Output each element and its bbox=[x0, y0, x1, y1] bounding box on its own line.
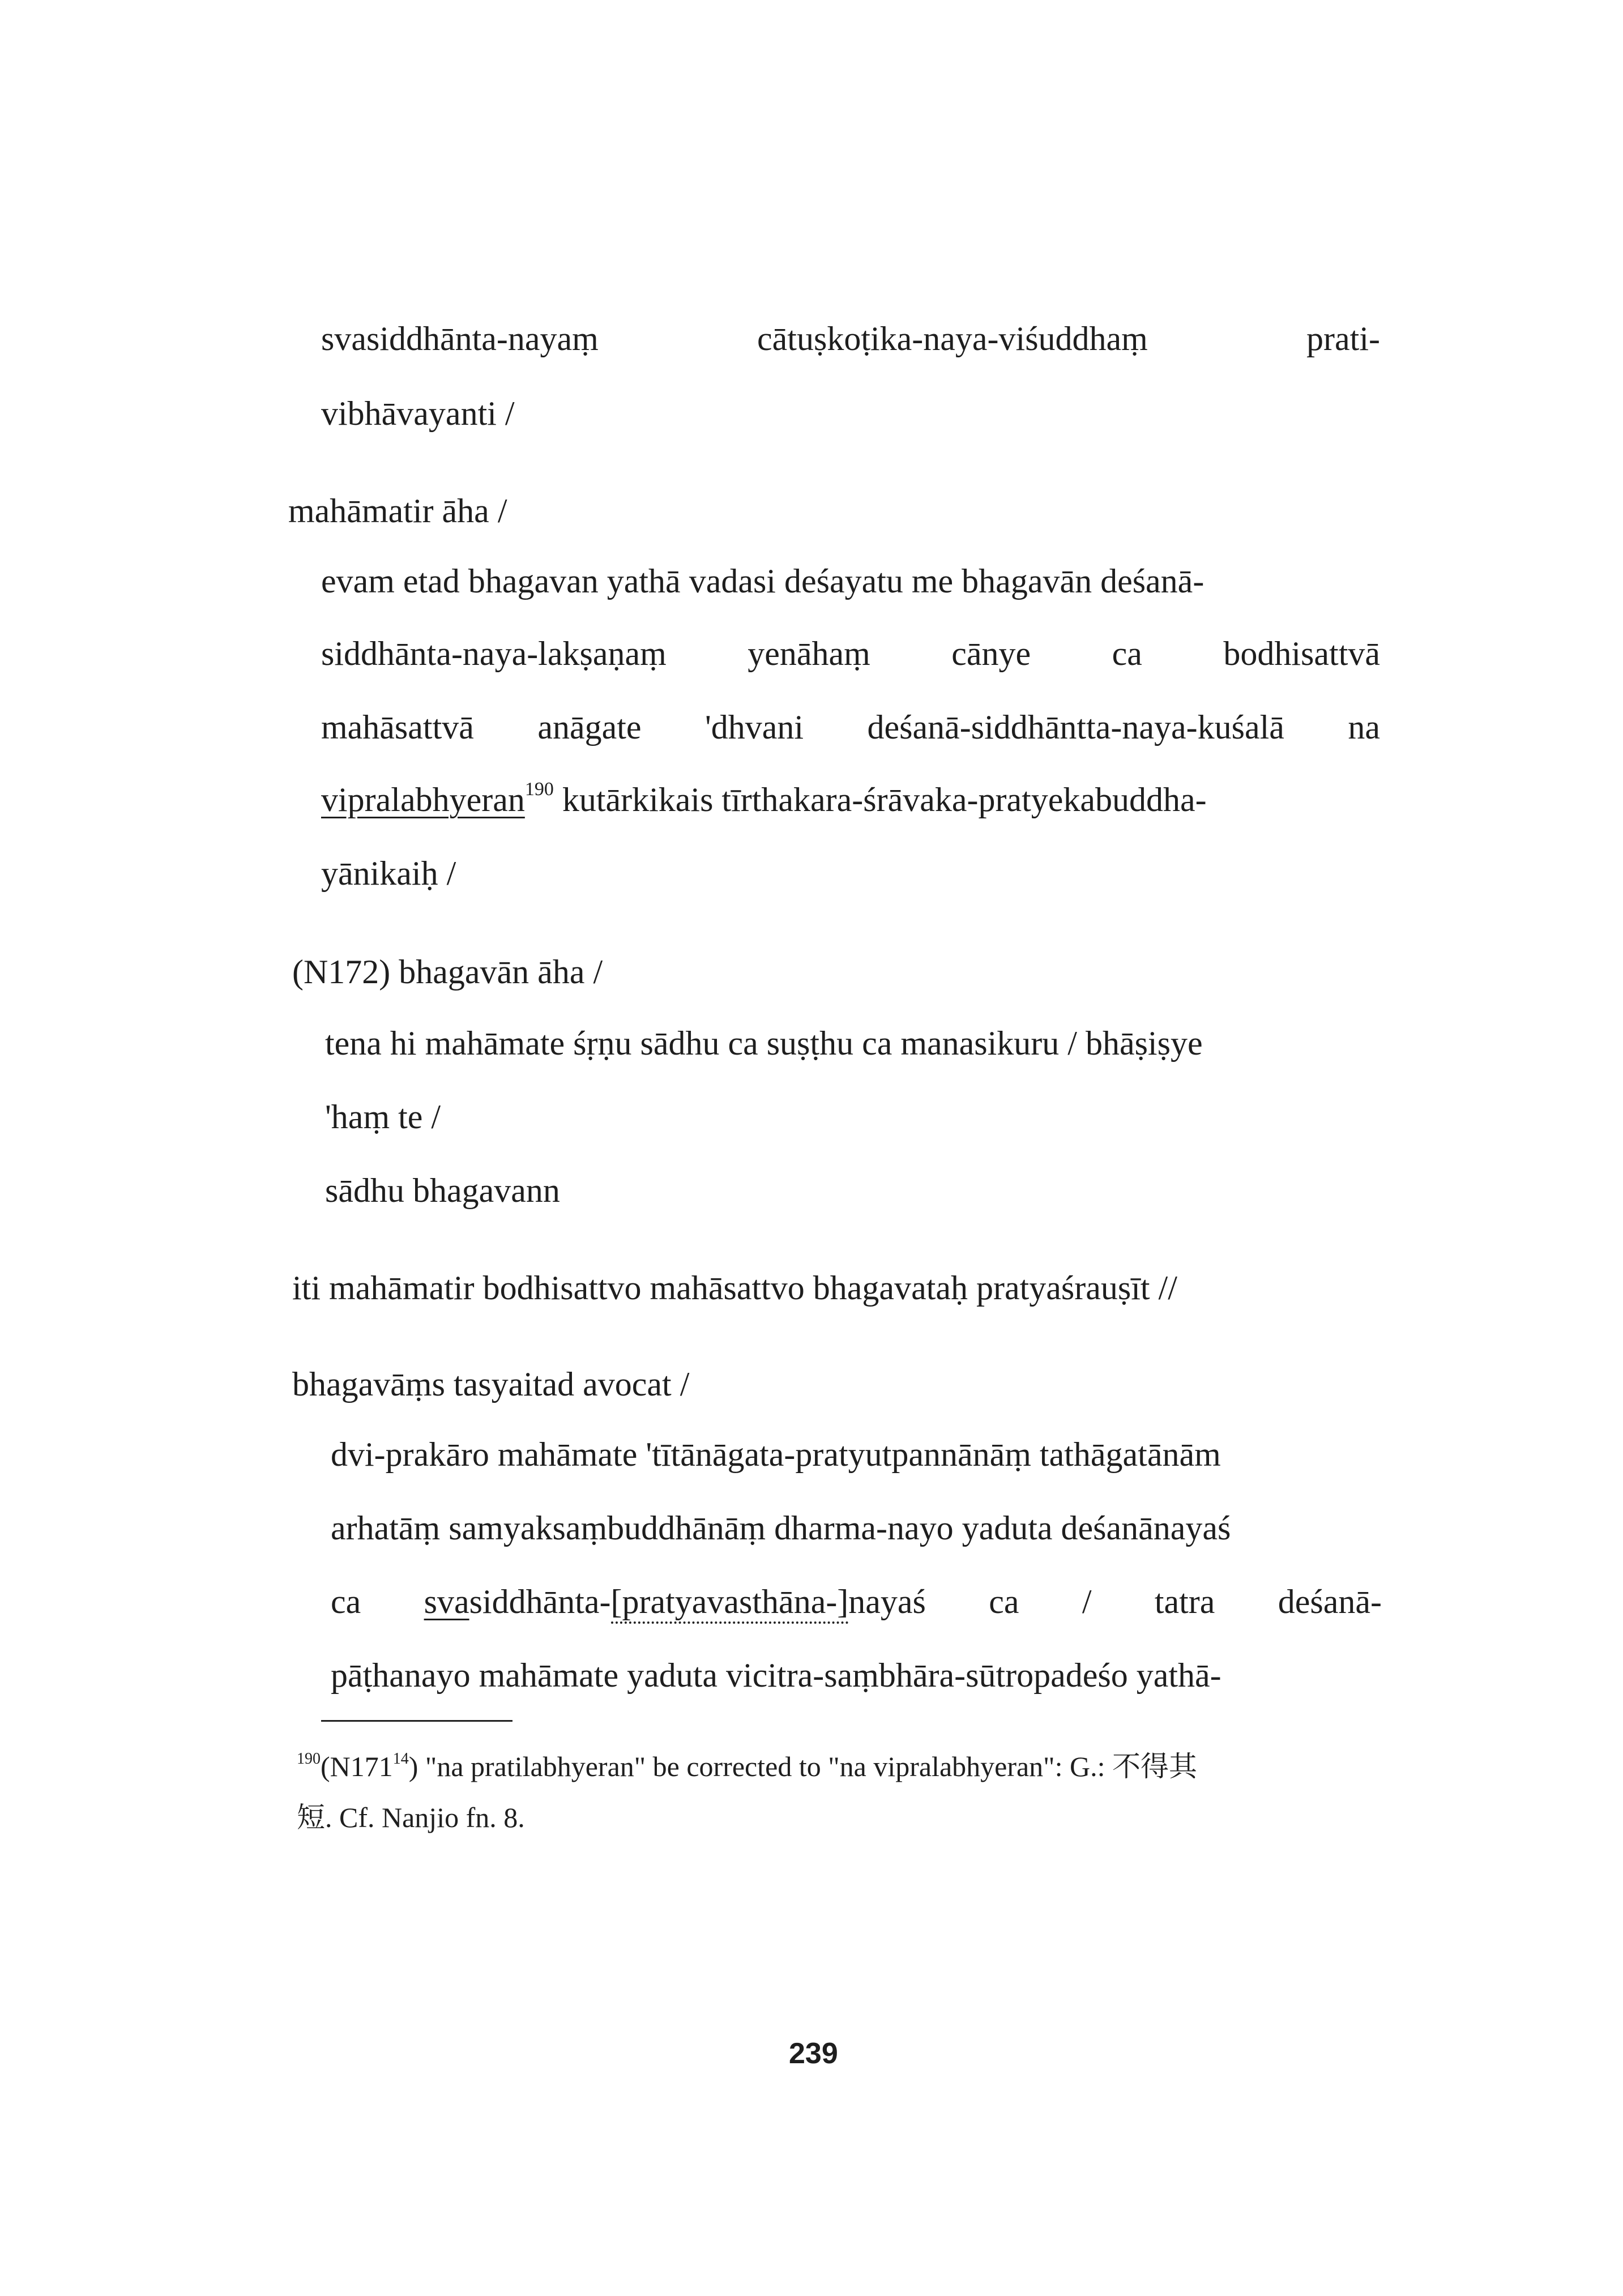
word: mahāsattvā bbox=[321, 709, 474, 746]
text-line-12: sādhu bhagavann bbox=[325, 1172, 560, 1209]
speaker-line: (N172) bhagavān āha / bbox=[292, 953, 603, 991]
word: prati- bbox=[1306, 320, 1380, 357]
footnote-ref: (N171 bbox=[321, 1751, 393, 1782]
word: deśanā-siddhāntta-naya-kuśalā bbox=[867, 709, 1284, 746]
word: kutārkikais tīrthakara-śrāvaka-pratyekabuddha- bbox=[562, 781, 1207, 818]
text-line-5 bbox=[321, 637, 1380, 671]
text-line-2: vibhāvayanti / bbox=[321, 395, 515, 432]
page-number: 239 bbox=[789, 2037, 838, 2070]
word: anāgate bbox=[537, 709, 642, 746]
word: ca bbox=[331, 1583, 361, 1620]
underlined-word: vipralabhyeran bbox=[321, 781, 525, 818]
footnote-number: 190 bbox=[297, 1750, 321, 1768]
word: cātuṣkoṭika-naya-viśuddhaṃ bbox=[757, 320, 1148, 357]
word: yenāhaṃ bbox=[748, 635, 870, 672]
text-line-7 bbox=[321, 779, 1207, 818]
word: na bbox=[1348, 709, 1380, 746]
word: ca bbox=[1112, 635, 1142, 672]
footnote bbox=[297, 1752, 1197, 1781]
text-line-6 bbox=[321, 710, 1380, 744]
text-line-11: 'haṃ te / bbox=[325, 1098, 441, 1136]
word: svasiddhānta-nayaṃ bbox=[321, 320, 599, 357]
footnote-continued: 短. Cf. Nanjio fn. 8. bbox=[297, 1802, 525, 1833]
text-line-15: dvi-prakāro mahāmate 'tītānāgata-pratyutpannānāṃ tathāgatānām bbox=[331, 1436, 1221, 1473]
text-line-8: yānikaiḥ / bbox=[321, 855, 456, 892]
dotted-underlined-word: [pratyavasthāna-] bbox=[611, 1583, 849, 1624]
word: siddhānta- bbox=[469, 1583, 611, 1620]
footnote-ref-sup: 14 bbox=[392, 1750, 409, 1768]
text-line-13: iti mahāmatir bodhisattvo mahāsattvo bhagavataḥ pratyaśrauṣīt // bbox=[292, 1269, 1177, 1307]
text-line-18: pāṭhanayo mahāmate yaduta vicitra-saṃbhāra-sūtropadeśo yathā- bbox=[331, 1657, 1221, 1694]
speaker-line: bhagavāṃs tasyaitad avocat / bbox=[292, 1365, 690, 1403]
word: 'dhvani bbox=[704, 709, 804, 746]
word: siddhānta-naya-lakṣaṇaṃ bbox=[321, 635, 667, 672]
word: bodhisattvā bbox=[1223, 635, 1380, 672]
word: / bbox=[1082, 1583, 1092, 1620]
word: tatra bbox=[1154, 1583, 1215, 1620]
underlined-word: sva bbox=[424, 1583, 469, 1620]
footnote-reference: 190 bbox=[524, 779, 554, 800]
text-line-10: tena hi mahāmate śṛṇu sādhu ca suṣṭhu ca manasikuru / bhāṣiṣye bbox=[325, 1025, 1203, 1062]
text-line-4: evam etad bhagavan yathā vadasi deśayatu me bhagavān deśanā- bbox=[321, 562, 1205, 600]
word: ca bbox=[989, 1583, 1019, 1620]
text-line-17 bbox=[331, 1585, 1382, 1619]
text-line-16: arhatāṃ samyaksaṃbuddhānāṃ dharma-nayo yaduta deśanānayaś bbox=[331, 1509, 1231, 1547]
word-group bbox=[424, 1585, 926, 1619]
speaker-line: mahāmatir āha / bbox=[288, 492, 507, 530]
word: nayaś bbox=[848, 1583, 926, 1620]
word: deśanā- bbox=[1278, 1583, 1382, 1620]
text-line-1 bbox=[321, 322, 1380, 356]
footnote-rule bbox=[321, 1720, 512, 1722]
footnote-text: ) "na pratilabhyeran" be corrected to "na vipralabhyeran": G.: 不得其 bbox=[408, 1751, 1197, 1782]
word: cānye bbox=[951, 635, 1031, 672]
